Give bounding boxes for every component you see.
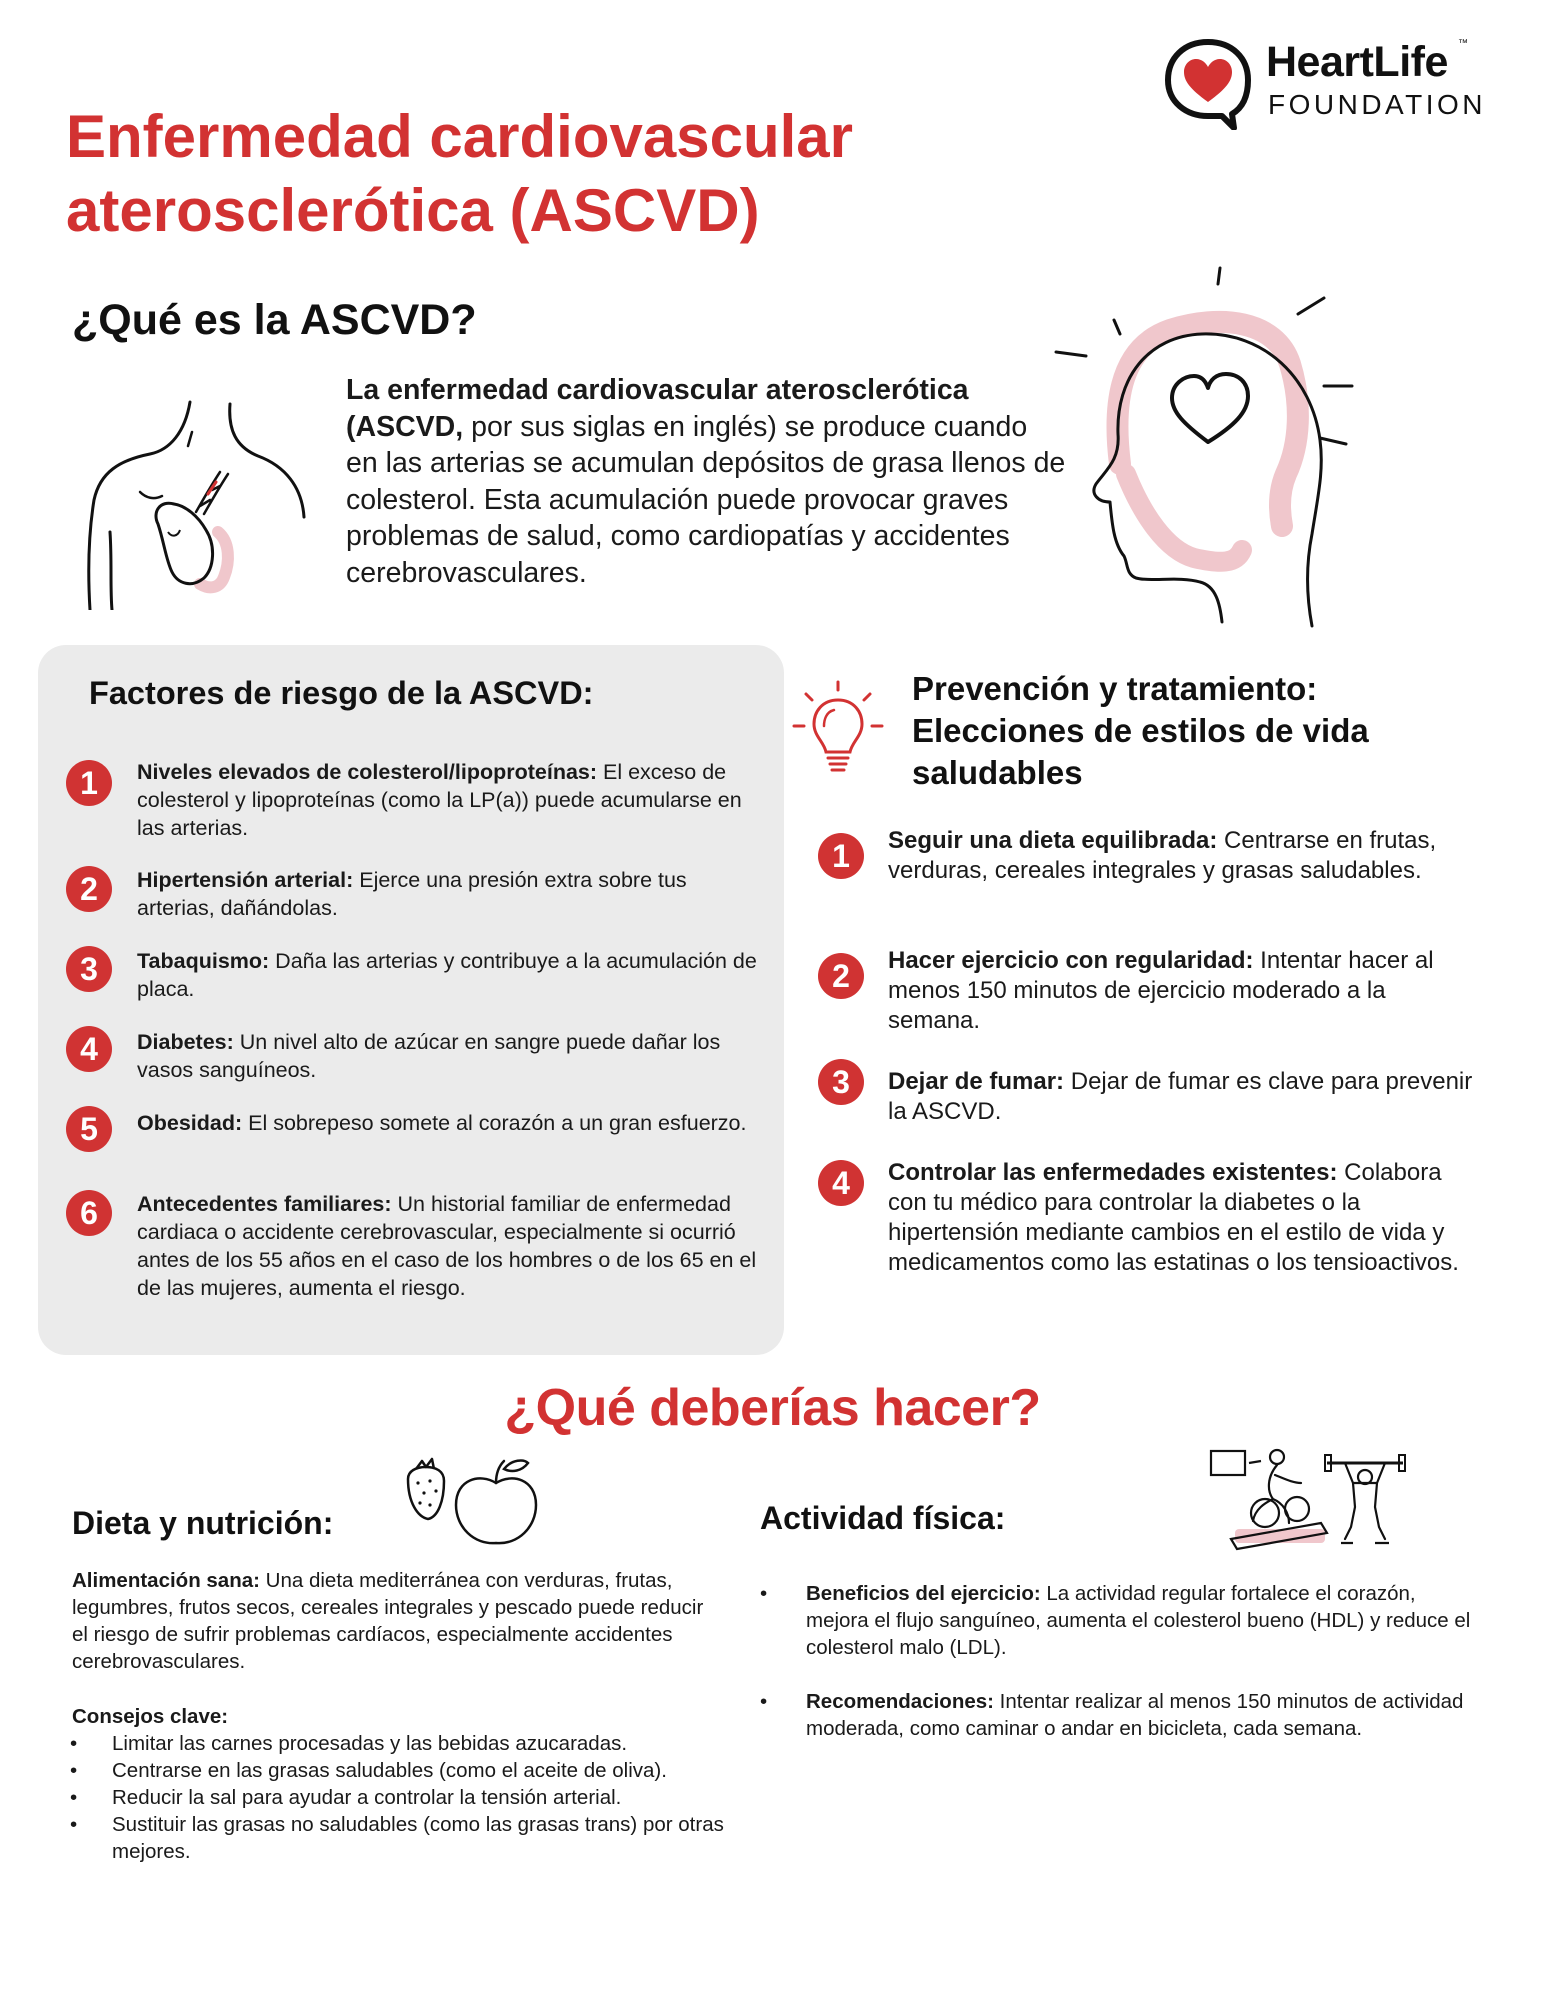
healthy-eating-paragraph	[72, 1567, 712, 1675]
risk-item-1-text: El exceso de colesterol y lipoproteínas (como la LP(a)) puede acumularse en las arterias.	[137, 760, 742, 840]
list-item: • Reducir la sal para ayudar a controlar la tensión arterial.	[68, 1784, 728, 1811]
activity-item-1-title: Beneficios del ejercicio:	[806, 1582, 1041, 1605]
risk-number-6: 6	[66, 1190, 112, 1236]
risk-number-4: 4	[66, 1026, 112, 1072]
prevention-item-1	[888, 826, 1478, 886]
risk-item-5	[137, 1109, 767, 1137]
prevention-item-2-title: Hacer ejercicio con regularidad:	[888, 947, 1254, 974]
activity-item-2-text: Intentar realizar al menos 150 minutos de actividad moderada, como caminar o andar en bicicleta, cada semana.	[806, 1690, 1464, 1740]
risk-item-6-text: Un historial familiar de enfermedad cardiaca o accidente cerebrovascular, especialmente si ocurrió antes de los 55 años en el caso de los hombres o de los 65 en el de las mujeres, aumenta el riesgo.	[137, 1192, 757, 1300]
intro-rest: por sus siglas en inglés) se produce cuando en las arterias se acumulan depósitos de grasa llenos de colesterol. Esta acumulación puede provocar graves problemas de salud, como cardiopatías y accidentes cerebrovasculares.	[346, 410, 1066, 589]
risk-item-2-title: Hipertensión arterial:	[137, 868, 354, 892]
risk-item-1-title: Niveles elevados de colesterol/lipoproteínas:	[137, 760, 598, 784]
diet-heading: Dieta y nutrición:	[72, 1505, 334, 1541]
prevention-number-2: 2	[818, 953, 864, 999]
risk-item-2-text: Ejerce una presión extra sobre tus arterias, dañándolas.	[137, 868, 687, 920]
risk-number-2: 2	[66, 866, 112, 912]
prevention-item-1-text: Centrarse en frutas, verduras, cereales integrales y grasas saludables.	[888, 827, 1437, 884]
fruit-illustration	[400, 1455, 550, 1547]
prevention-number-3: 3	[818, 1059, 864, 1105]
risk-item-3-text: Daña las arterias y contribuye a la acumulación de placa.	[137, 949, 757, 1001]
physical-activity-heading: Actividad física:	[760, 1500, 1006, 1536]
logo-trademark: ™	[1458, 38, 1468, 49]
risk-item-4	[137, 1028, 767, 1084]
risk-factors-heading: Factores de riesgo de la ASCVD:	[89, 675, 594, 711]
prevention-heading-line-3: saludables	[912, 754, 1083, 791]
risk-item-3	[137, 947, 767, 1003]
healthy-eating-title: Alimentación sana:	[72, 1569, 260, 1592]
torso-heart-illustration	[80, 392, 320, 610]
heartlife-logo	[1160, 34, 1487, 134]
risk-item-4-text: Un nivel alto de azúcar en sangre puede dañar los vasos sanguíneos.	[137, 1030, 721, 1082]
list-item: • Sustituir las grasas no saludables (como las grasas trans) por otras mejores.	[68, 1811, 728, 1865]
risk-number-3: 3	[66, 946, 112, 992]
prevention-heading-line-1: Prevención y tratamiento:	[912, 670, 1318, 707]
prevention-item-2-text: Intentar hacer al menos 150 minutos de ejercicio moderado a la semana.	[888, 947, 1434, 1034]
prevention-item-3-title: Dejar de fumar:	[888, 1068, 1065, 1095]
risk-item-2	[137, 866, 767, 922]
risk-item-5-title: Obesidad:	[137, 1111, 243, 1135]
title-line-2: aterosclerótica (ASCVD)	[66, 177, 760, 244]
logo-brand: HeartLife	[1266, 38, 1448, 86]
list-item	[758, 1688, 1478, 1742]
key-tips-list	[68, 1730, 728, 1865]
heartlife-logo-icon	[1160, 34, 1256, 130]
what-is-heading: ¿Qué es la ASCVD?	[72, 296, 477, 344]
prevention-item-3	[888, 1067, 1478, 1127]
prevention-item-1-title: Seguir una dieta equilibrada:	[888, 827, 1218, 854]
what-should-you-do-heading: ¿Qué deberías hacer?	[504, 1379, 1041, 1437]
prevention-item-4-text: Colabora con tu médico para controlar la diabetes o la hipertensión mediante cambios en el estilo de vida y medicamentos como las estatinas o los tensioactivos.	[888, 1159, 1459, 1276]
list-item: • Limitar las carnes procesadas y las bebidas azucaradas.	[68, 1730, 728, 1757]
prevention-heading	[912, 668, 1472, 794]
activity-item-1-text: La actividad regular fortalece el corazón, mejora el flujo sanguíneo, aumenta el colesterol bueno (HDL) y reduce el colesterol malo (LDL).	[806, 1582, 1471, 1659]
intro-bold: La enfermedad cardiovascular aterosclerótica (ASCVD,	[346, 374, 969, 443]
apple-icon	[456, 1461, 536, 1544]
activity-item-2-title: Recomendaciones:	[806, 1690, 994, 1713]
risk-item-1	[137, 758, 767, 842]
risk-item-3-title: Tabaquismo:	[137, 949, 270, 973]
lightbulb-icon	[790, 680, 886, 780]
risk-number-1: 1	[66, 760, 112, 806]
risk-item-6-title: Antecedentes familiares:	[137, 1192, 392, 1216]
risk-item-6	[137, 1190, 767, 1302]
physical-activity-list	[758, 1580, 1478, 1769]
prevention-number-1: 1	[818, 833, 864, 879]
page-title	[66, 100, 1066, 248]
healthy-eating-text: Una dieta mediterránea con verduras, frutas, legumbres, frutos secos, cereales integrales y pescado puede reducir el riesgo de sufrir problemas cardíacos, especialmente accidentes cerebrovasculares.	[72, 1569, 704, 1673]
title-line-1: Enfermedad cardiovascular	[66, 103, 854, 170]
intro-paragraph	[346, 372, 1066, 591]
prevention-item-4	[888, 1158, 1478, 1278]
risk-item-4-title: Diabetes:	[137, 1030, 234, 1054]
key-tips-heading: Consejos clave:	[72, 1705, 229, 1728]
logo-subtitle: FOUNDATION	[1268, 89, 1487, 120]
risk-number-5: 5	[66, 1106, 112, 1152]
prevention-number-4: 4	[818, 1160, 864, 1206]
prevention-item-3-text: Dejar de fumar es clave para prevenir la ASCVD.	[888, 1068, 1473, 1125]
fitness-illustration	[1205, 1443, 1410, 1555]
risk-item-5-text: El sobrepeso somete al corazón a un gran esfuerzo.	[242, 1111, 747, 1135]
list-item: • Centrarse en las grasas saludables (como el aceite de oliva).	[68, 1757, 728, 1784]
head-heart-illustration	[1050, 264, 1380, 634]
prevention-item-2	[888, 946, 1478, 1036]
strawberry-icon	[408, 1459, 444, 1519]
list-item	[758, 1580, 1478, 1661]
prevention-item-4-title: Controlar las enfermedades existentes:	[888, 1159, 1338, 1186]
prevention-heading-line-2: Elecciones de estilos de vida	[912, 712, 1369, 749]
